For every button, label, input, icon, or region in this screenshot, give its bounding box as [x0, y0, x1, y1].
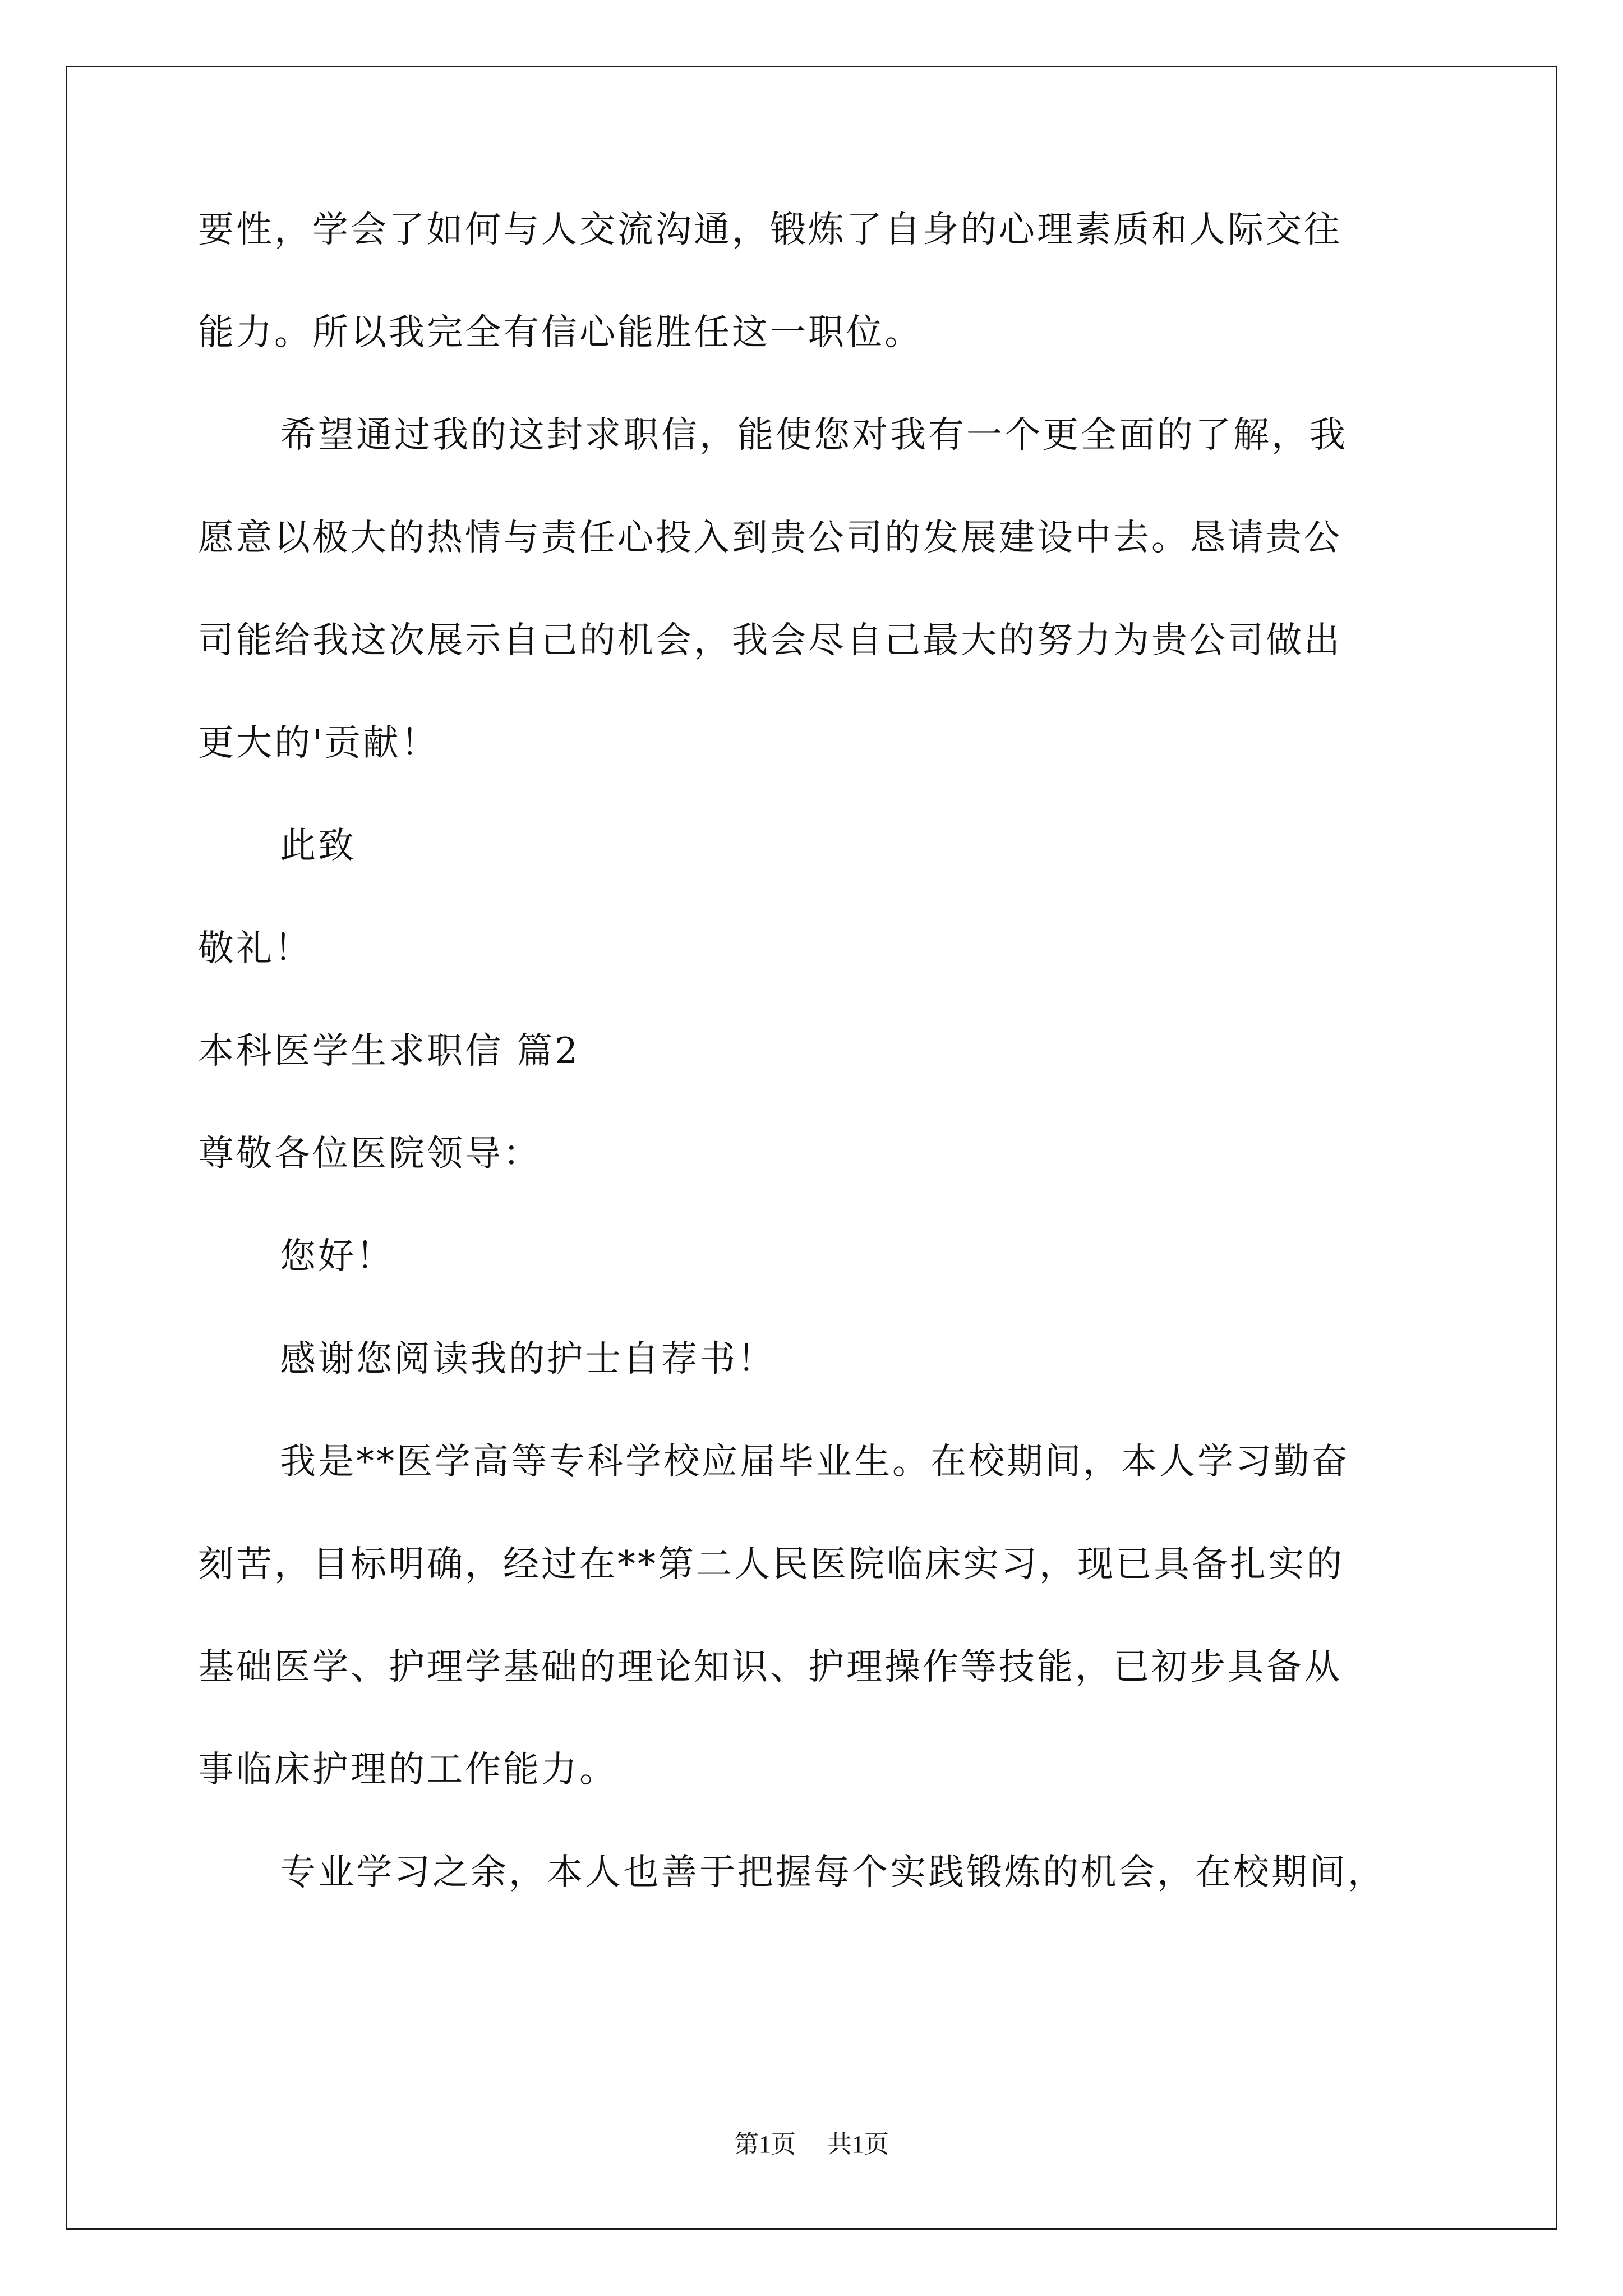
page-total: 共1页: [827, 2131, 889, 2158]
section-title: 本科医学生求职信 篇2: [198, 1030, 580, 1072]
document-body: [198, 209, 1437, 1954]
paragraph-line: 我是**医学高等专科学校应届毕业生。在校期间，本人学习勤奋: [280, 1441, 1350, 1483]
paragraph-line: 基础医学、护理学基础的理论知识、护理操作等技能，已初步具备从: [198, 1646, 1342, 1688]
paragraph-line: 能力。所以我完全有信心能胜任这一职位。: [198, 312, 923, 353]
paragraph-line: 希望通过我的这封求职信，能使您对我有一个更全面的了解，我: [280, 415, 1348, 456]
letter-greeting: 尊敬各位医院领导：: [198, 1133, 541, 1175]
page-number: 第1页: [734, 2131, 796, 2158]
paragraph-line: 愿意以极大的热情与责任心投入到贵公司的发展建设中去。恳请贵公: [198, 517, 1342, 559]
paragraph-line: 专业学习之余，本人也善于把握每个实践锻炼的机会，在校期间，: [280, 1852, 1386, 1893]
paragraph-line: 您好！: [280, 1236, 394, 1277]
paragraph-line: 司能给我这次展示自己的机会，我会尽自己最大的努力为贵公司做出: [198, 620, 1342, 661]
paragraph-line: 事临床护理的工作能力。: [198, 1749, 617, 1791]
paragraph-line: 刻苦，目标明确，经过在**第二人民医院临床实习，现已具备扎实的: [198, 1544, 1344, 1585]
paragraph-line: 更大的'贡献！: [198, 723, 439, 764]
closing-salutation: 此致: [280, 825, 356, 867]
closing-regards: 敬礼！: [198, 928, 312, 969]
page-footer: [0, 2130, 1623, 2159]
paragraph-line: 要性，学会了如何与人交流沟通，锻炼了自身的心理素质和人际交往: [198, 209, 1342, 251]
paragraph-line: 感谢您阅读我的护士自荐书！: [280, 1338, 776, 1380]
